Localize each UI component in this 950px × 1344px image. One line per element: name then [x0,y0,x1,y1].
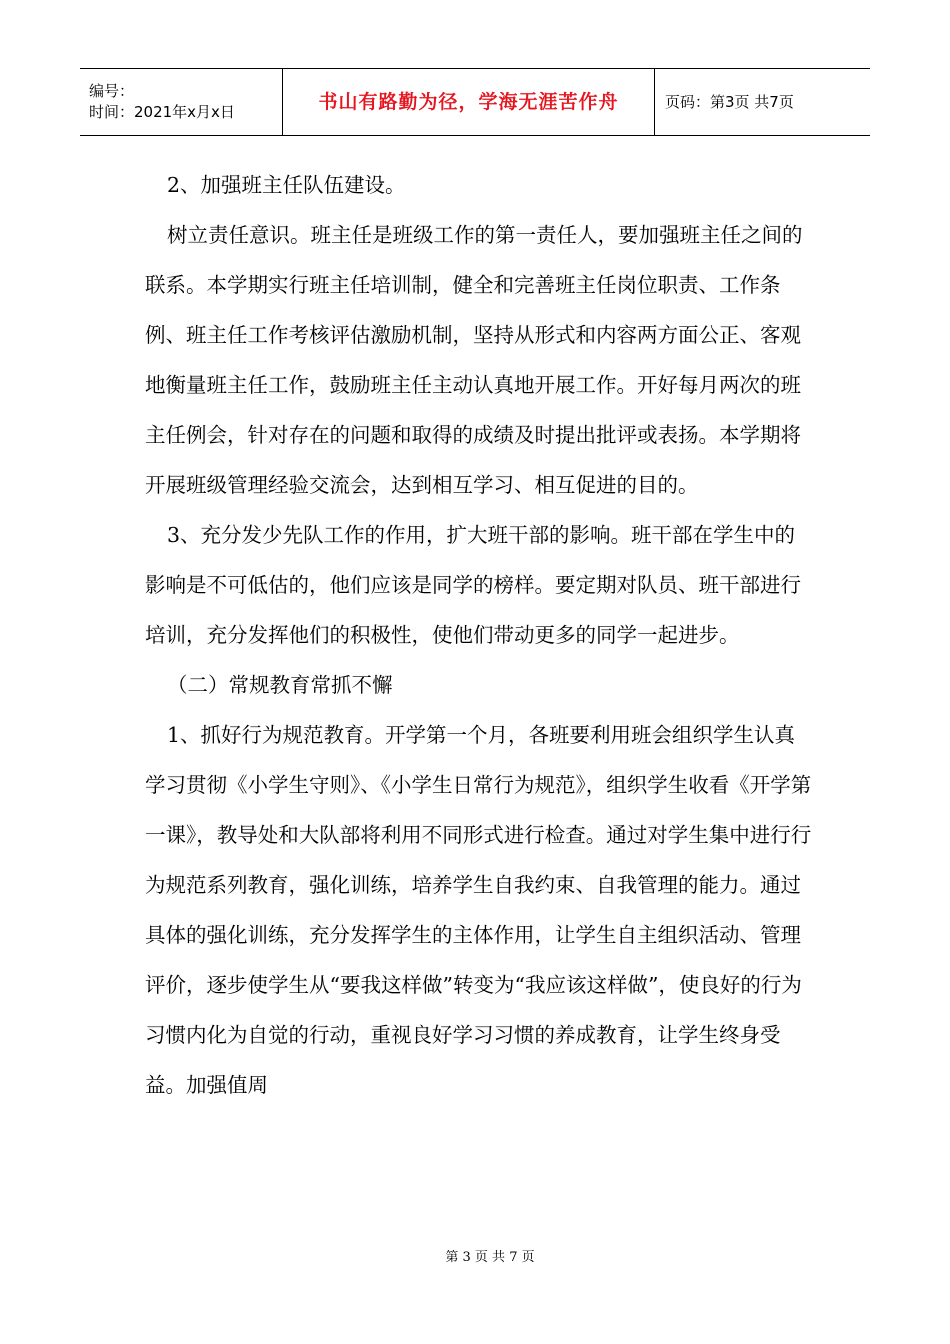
header-page-code: 页码：第3页 共7页 [665,92,794,111]
header-motto-cell [283,69,655,135]
header-motto: 书山有路勤为径，学海无涯苦作舟 [318,90,619,113]
document-time-label: 时间：2021年x月x日 [89,103,235,121]
body-paragraph: 3、充分发少先队工作的作用，扩大班干部的影响。班干部在学生中的影响是不可低估的，他们应该是同学的榜样。要定期对队员、班干部进行培训，充分发挥他们的积极性，使他们带动更多的同学一起进步。 [145,523,801,647]
section-heading: （二）常规教育常抓不懈 [167,673,393,697]
document-body [145,160,815,1110]
body-paragraph: 2、加强班主任队伍建设。 [167,173,406,197]
header-page-cell [655,69,870,135]
document-number-label: 编号： [89,82,135,100]
page-header [80,68,870,136]
body-paragraph: 1、抓好行为规范教育。开学第一个月，各班要利用班会组织学生认真学习贯彻《小学生守则》、《小学生日常行为规范》，组织学生收看《开学第一课》，教导处和大队部将利用不同形式进行检查。通过对学生集中进行行为规范系列教育，强化训练，培养学生自我约束、自我管理的能力。通过具体的强化训练，充分发挥学生的主体作用，让学生自主组织活动、管理评价，逐步使学生从“要我这样做”转变为“我应该这样做”，使良好的行为习惯内化为自觉的行动，重视良好学习习惯的养成教育，让学生终身受益。加强值周 [145,723,812,1097]
body-paragraph: 树立责任意识。班主任是班级工作的第一责任人，要加强班主任之间的联系。本学期实行班主任培训制，健全和完善班主任岗位职责、工作条例、班主任工作考核评估激励机制，坚持从形式和内容两方面公正、客观地衡量班主任工作，鼓励班主任主动认真地开展工作。开好每月两次的班主任例会，针对存在的问题和取得的成绩及时提出批评或表扬。本学期将开展班级管理经验交流会，达到相互学习、相互促进的目的。 [145,223,803,497]
header-meta-cell [80,69,283,135]
page-footer: 第 3 页 共 7 页 [445,1250,535,1265]
